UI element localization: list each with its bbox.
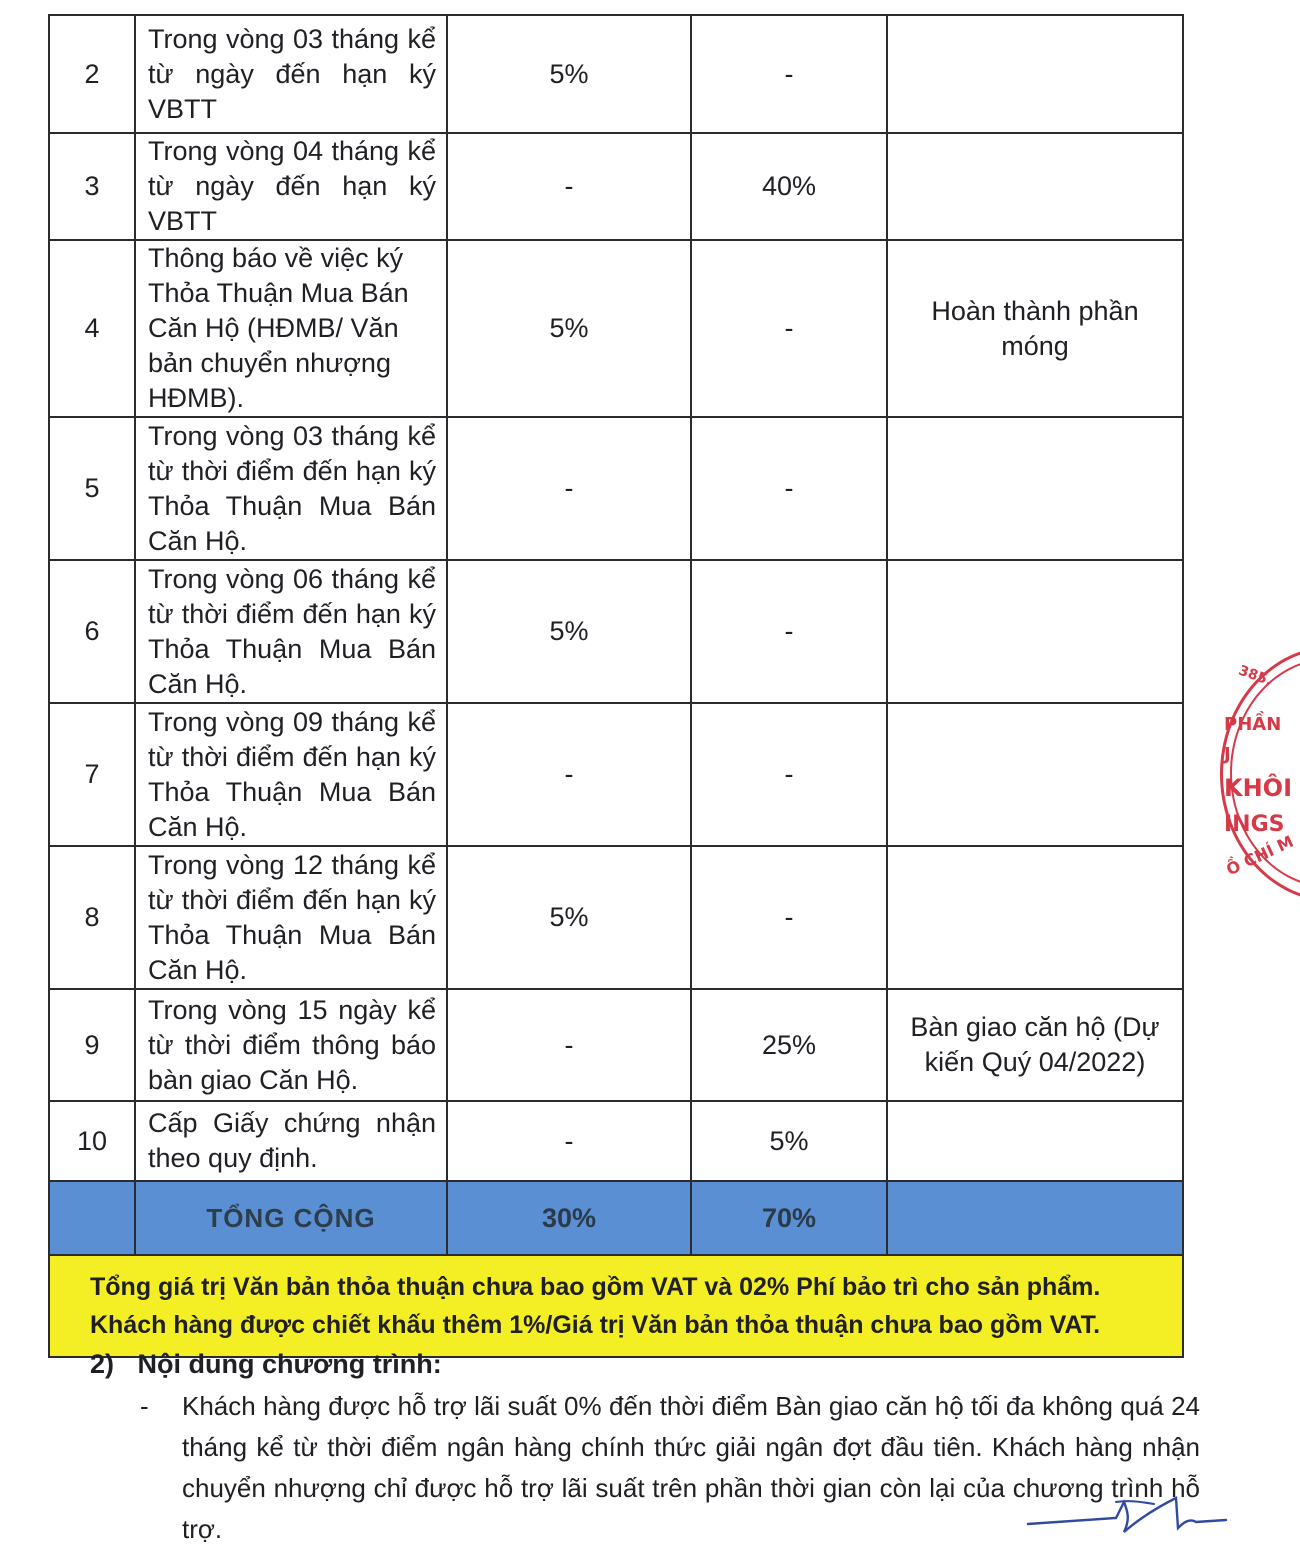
bullet-dash: - xyxy=(140,1391,149,1421)
total-label: TỔNG CỘNG xyxy=(135,1181,447,1255)
total-note-cell xyxy=(887,1181,1183,1255)
table-row xyxy=(49,560,1183,703)
payment-stage xyxy=(135,1101,447,1181)
bullet-text: Khách hàng được hỗ trợ lãi suất 0% đến thời điểm Bàn giao căn hộ tối đa không quá 24 tháng kể từ thời điểm ngân hàng chính thức giải ngân đợt đầu tiên. Khách hàng nhận chuyển nhượng chỉ được hỗ trợ lãi suất trên phần thời gian còn lại của chương trình hỗ trợ. xyxy=(182,1391,1200,1544)
seal-text-line: 385. xyxy=(1236,662,1275,690)
payment-stage xyxy=(135,417,447,560)
payment-percent-a: 5% xyxy=(447,846,691,989)
progress-note xyxy=(887,417,1183,560)
payment-stage-text: Trong vòng 04 tháng kể từ ngày đến hạn ký VBTT xyxy=(148,136,436,236)
payment-stage xyxy=(135,846,447,989)
payment-stage-text: Trong vòng 12 tháng kể từ thời điểm đến hạn ký Thỏa Thuận Mua Bán Căn Hộ. xyxy=(148,849,436,985)
table-row xyxy=(49,1101,1183,1181)
progress-note xyxy=(887,133,1183,240)
progress-note: Hoàn thành phần móng xyxy=(887,240,1183,417)
payment-percent-a: - xyxy=(447,703,691,846)
total-percent-b: 70% xyxy=(691,1181,887,1255)
payment-stage-text: Trong vòng 15 ngày kể từ thời điểm thông báo bàn giao Căn Hộ. xyxy=(148,994,436,1095)
progress-note xyxy=(887,15,1183,133)
payment-percent-a: - xyxy=(447,133,691,240)
row-number: 7 xyxy=(49,703,135,846)
section-title: Nội dung chương trình: xyxy=(137,1349,442,1379)
table-row xyxy=(49,240,1183,417)
payment-schedule-table xyxy=(48,14,1184,1358)
progress-note xyxy=(887,846,1183,989)
payment-percent-a: - xyxy=(447,1101,691,1181)
seal-text-line: INGS xyxy=(1224,812,1285,837)
seal-text-line: J xyxy=(1224,744,1231,765)
progress-note xyxy=(887,703,1183,846)
payment-percent-b: 5% xyxy=(691,1101,887,1181)
payment-stage xyxy=(135,240,447,417)
table-row xyxy=(49,15,1183,133)
payment-stage-text: Cấp Giấy chứng nhận theo quy định. xyxy=(148,1108,436,1173)
progress-note xyxy=(887,560,1183,703)
signature xyxy=(1020,1488,1230,1548)
row-number: 2 xyxy=(49,15,135,133)
section-heading xyxy=(90,1346,1200,1382)
table-row xyxy=(49,989,1183,1101)
progress-note xyxy=(887,1101,1183,1181)
total-blank-cell xyxy=(49,1181,135,1255)
payment-percent-a: - xyxy=(447,989,691,1101)
progress-note: Bàn giao căn hộ (Dự kiến Quý 04/2022) xyxy=(887,989,1183,1101)
seal-text-line: PHẦN xyxy=(1224,714,1282,735)
payment-stage-text: Trong vòng 03 tháng kể từ thời điểm đến hạn ký Thỏa Thuận Mua Bán Căn Hộ. xyxy=(148,420,436,556)
payment-percent-b: 40% xyxy=(691,133,887,240)
section-number: 2) xyxy=(90,1349,115,1379)
price-note-line-2: Khách hàng được chiết khấu thêm 1%/Giá trị Văn bản thỏa thuận chưa bao gồm VAT. xyxy=(90,1311,1101,1339)
total-percent-a: 30% xyxy=(447,1181,691,1255)
table-row xyxy=(49,703,1183,846)
payment-percent-b: - xyxy=(691,240,887,417)
payment-stage-text: Thông báo về việc ký Thỏa Thuận Mua Bán Căn Hộ (HĐMB/ Văn bản chuyển nhượng HĐMB). xyxy=(148,243,409,413)
price-note-row xyxy=(49,1255,1183,1357)
table-row xyxy=(49,417,1183,560)
payment-schedule-body xyxy=(49,15,1183,1357)
payment-percent-a: 5% xyxy=(447,560,691,703)
row-number: 4 xyxy=(49,240,135,417)
seal-text-line: Ồ CHÍ M xyxy=(1223,831,1297,880)
payment-percent-b: - xyxy=(691,417,887,560)
price-note xyxy=(49,1255,1183,1357)
payment-percent-b: - xyxy=(691,846,887,989)
payment-stage xyxy=(135,560,447,703)
payment-stage-text: Trong vòng 06 tháng kể từ thời điểm đến hạn ký Thỏa Thuận Mua Bán Căn Hộ. xyxy=(148,563,436,699)
payment-stage xyxy=(135,133,447,240)
table-row xyxy=(49,133,1183,240)
payment-stage-text: Trong vòng 03 tháng kể từ ngày đến hạn ký VBTT xyxy=(148,23,436,124)
row-number: 6 xyxy=(49,560,135,703)
row-number: 3 xyxy=(49,133,135,240)
payment-percent-b: - xyxy=(691,560,887,703)
price-note-line-1: Tổng giá trị Văn bản thỏa thuận chưa bao gồm VAT và 02% Phí bảo trì cho sản phẩm. xyxy=(90,1273,1101,1301)
row-number: 8 xyxy=(49,846,135,989)
payment-percent-b: 25% xyxy=(691,989,887,1101)
row-number: 5 xyxy=(49,417,135,560)
row-number: 10 xyxy=(49,1101,135,1181)
payment-stage xyxy=(135,15,447,133)
payment-percent-b: - xyxy=(691,703,887,846)
payment-stage xyxy=(135,703,447,846)
seal-text-line: KHÔI xyxy=(1224,774,1293,802)
payment-stage xyxy=(135,989,447,1101)
total-row xyxy=(49,1181,1183,1255)
company-seal xyxy=(1216,640,1300,910)
payment-percent-a: 5% xyxy=(447,15,691,133)
table-row xyxy=(49,846,1183,989)
payment-stage-text: Trong vòng 09 tháng kể từ thời điểm đến hạn ký Thỏa Thuận Mua Bán Căn Hộ. xyxy=(148,706,436,842)
payment-percent-a: - xyxy=(447,417,691,560)
payment-percent-b: - xyxy=(691,15,887,133)
row-number: 9 xyxy=(49,989,135,1101)
payment-percent-a: 5% xyxy=(447,240,691,417)
